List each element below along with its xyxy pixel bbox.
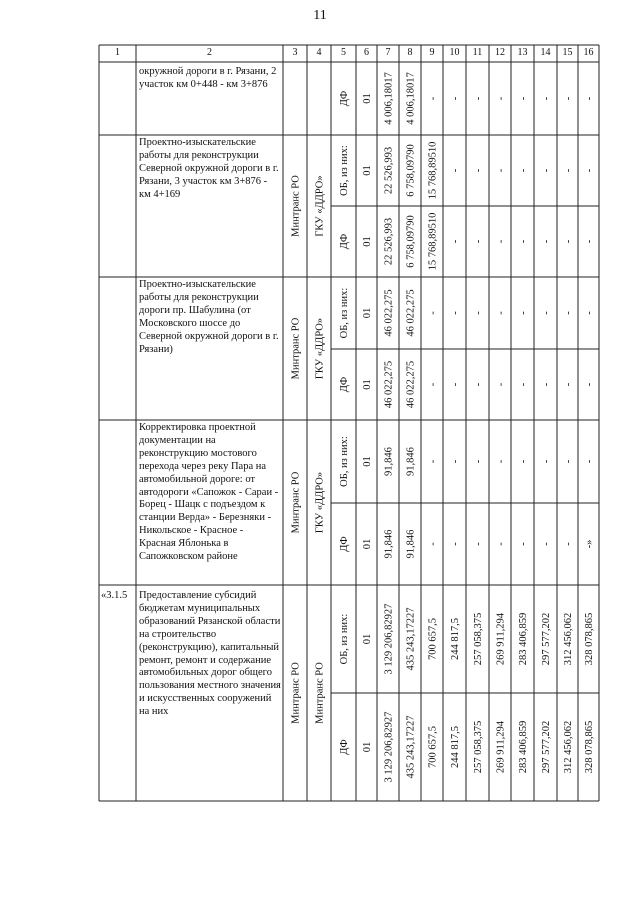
- row2-df-col-7: 22 526,993: [383, 217, 395, 266]
- row5-df-code: 01: [362, 741, 373, 753]
- row3-df-col-9: -: [427, 382, 439, 387]
- row3-df-code: 01: [362, 379, 373, 390]
- row5-df-col-16: 328 078,865: [584, 720, 595, 774]
- row1-dash-10: -: [450, 96, 461, 101]
- row5-df-col-13: 283 406,859: [518, 720, 529, 774]
- row3-ob-label: ОБ, из них:: [339, 287, 350, 339]
- row4-responsible: Минтранс РО: [290, 471, 302, 534]
- row2-ob-code: 01: [362, 165, 373, 176]
- row5-ob-code: 01: [362, 633, 373, 645]
- row2-ob-col-8: 6 758,09790: [405, 144, 417, 197]
- row2-df-code: 01: [362, 236, 373, 247]
- row2-ob-col-14: -: [541, 168, 552, 173]
- row5-executor: Минтранс РО: [314, 662, 326, 724]
- row1-dash-14: -: [541, 96, 552, 101]
- row4-ob-col-13: -: [518, 459, 529, 464]
- header-col-9: 9: [429, 47, 435, 58]
- header-col-5: 5: [341, 47, 346, 58]
- row3-df-col-13: -: [518, 382, 529, 387]
- row5-df-col-14: 297 577,202: [541, 720, 552, 774]
- row4-df-code: 01: [362, 538, 373, 550]
- row4-df-col-12: -: [495, 542, 507, 546]
- row3-ob-col-15: -: [563, 311, 574, 315]
- row2-ob-col-15: -: [563, 168, 574, 173]
- row-text-5: Предоставление субсидий бюджетам муниципальных образований Рязанской области на строительство (реконструкцию), капитальный ремонт, ремонт и содержание автомобильных дорог общего пользования местного значения и искусственных сооружений на них: [139, 590, 281, 718]
- header-col-3: 3: [292, 47, 298, 58]
- row1-value-7: 4 006,18017: [383, 72, 395, 125]
- row3-ob-col-14: -: [541, 311, 552, 315]
- row-text-2: Проектно-изыскательские работы для реконструкции Северной окружной дороги в г. Рязани, 3 участок км 3+876 - км 4+169: [139, 137, 279, 200]
- header-col-10: 10: [449, 47, 460, 58]
- row5-df-col-8: 435 243,17227: [405, 715, 417, 779]
- row5-df-col-7: 3 129 206,82927: [383, 711, 395, 783]
- row5-df-col-11: 257 058,375: [473, 720, 484, 774]
- row5-df-col-12: 269 911,294: [495, 720, 507, 774]
- row3-df-label: ДФ: [339, 376, 350, 393]
- row1-dash-13: -: [518, 96, 529, 101]
- row1-value-8: 4 006,18017: [405, 72, 417, 125]
- row4-ob-col-14: -: [541, 459, 552, 464]
- header-col-4: 4: [316, 47, 322, 58]
- row5-responsible: Минтранс РО: [290, 662, 302, 724]
- row5-ob-col-10: 244 817,5: [450, 618, 461, 660]
- row2-df-col-11: -: [473, 239, 484, 244]
- header-col-8: 8: [407, 47, 413, 58]
- row4-ob-col-10: -: [450, 459, 461, 464]
- header-col-6: 6: [364, 47, 369, 58]
- row3-ob-code: 01: [362, 307, 373, 319]
- row4-ob-col-15: -: [563, 459, 574, 464]
- row2-ob-col-13: -: [518, 168, 529, 173]
- row5-ob-col-15: 312 456,062: [563, 612, 574, 666]
- row3-df-col-15: -: [563, 382, 574, 387]
- row4-df-col-7: 91,846: [383, 529, 395, 559]
- row2-df-col-14: -: [541, 239, 552, 244]
- row4-ob-col-8: 91,846: [405, 447, 417, 476]
- row2-df-col-10: -: [450, 239, 461, 244]
- row5-df-col-15: 312 456,062: [563, 720, 574, 774]
- row3-df-col-16: -: [584, 382, 595, 387]
- row5-ob-col-13: 283 406,859: [518, 612, 529, 666]
- header-col-14: 14: [540, 47, 551, 58]
- row1-dash-11: -: [473, 96, 484, 101]
- header-col-7: 7: [385, 47, 391, 58]
- row2-ob-col-7: 22 526,993: [383, 146, 395, 195]
- row4-df-label: ДФ: [339, 536, 350, 552]
- row5-ob-col-12: 269 911,294: [495, 612, 507, 666]
- row2-df-col-15: -: [563, 239, 574, 244]
- row1-dash-12: -: [495, 96, 507, 101]
- row5-ob-label: ОБ, из них:: [339, 613, 350, 665]
- row4-ob-col-7: 91,846: [383, 447, 395, 476]
- row4-ob-label: ОБ, из них:: [339, 436, 350, 487]
- row5-ob-col-16: 328 078,865: [584, 612, 595, 666]
- header-col-16: 16: [583, 47, 594, 58]
- row-text-4: Корректировка проектной документации на реконструкцию мостового перехода через реку Пара на автомобильной дороге: от автодороги «Сапожок - Сараи - Борец - Шацк с подъездом к станции Верда» - Березняки - Никольское - Красное - Красная Яблонька в Сапожковском районе: [139, 422, 279, 563]
- row2-df-col-9: 15 768,89510: [427, 212, 439, 271]
- row3-df-col-14: -: [541, 382, 552, 387]
- row3-responsible: Минтранс РО: [290, 317, 302, 380]
- row2-df-col-12: -: [495, 239, 507, 244]
- row5-ob-col-9: 700 657,5: [427, 618, 439, 660]
- row2-df-col-8: 6 758,09790: [405, 215, 417, 268]
- row3-executor: ГКУ «ДДРО»: [314, 317, 326, 380]
- row-text-3: Проектно-изыскательские работы для реконструкции дороги пр. Шабулина (от Московского шоссе до Северной окружной дороги в г. Рязани): [139, 279, 279, 355]
- header-col-1: 1: [115, 47, 120, 58]
- row4-df-col-9: -: [427, 542, 439, 546]
- row3-df-col-11: -: [473, 382, 484, 387]
- row5-ob-col-7: 3 129 206,82927: [383, 603, 395, 675]
- row3-df-col-10: -: [450, 382, 461, 387]
- row5-ob-col-14: 297 577,202: [541, 612, 552, 666]
- header-col-2: 2: [207, 47, 212, 58]
- row3-ob-col-9: -: [427, 311, 439, 315]
- row1-code: 01: [362, 93, 373, 104]
- row4-df-col-13: -: [518, 542, 529, 546]
- row1-source: ДФ: [339, 90, 350, 107]
- row2-ob-col-12: -: [495, 168, 507, 173]
- row1-dash-16: -: [584, 96, 595, 101]
- header-col-15: 15: [562, 47, 573, 58]
- row3-ob-col-16: -: [584, 311, 595, 315]
- row4-ob-col-11: -: [473, 459, 484, 464]
- header-col-13: 13: [517, 47, 528, 58]
- row3-ob-col-12: -: [495, 311, 507, 315]
- header-col-12: 12: [495, 47, 505, 58]
- header-col-11: 11: [472, 47, 483, 58]
- row3-ob-col-8: 46 022,275: [405, 289, 417, 337]
- row2-responsible: Минтранс РО: [290, 175, 302, 237]
- row4-ob-col-9: -: [427, 459, 439, 464]
- row1-dash-15: -: [563, 96, 574, 101]
- row2-df-col-13: -: [518, 239, 529, 244]
- row1-dash-9: -: [427, 96, 439, 101]
- row4-ob-col-12: -: [495, 459, 507, 464]
- row2-df-label: ДФ: [339, 233, 350, 250]
- row2-ob-col-16: -: [584, 168, 595, 173]
- row2-ob-col-11: -: [473, 168, 484, 173]
- row3-ob-col-13: -: [518, 311, 529, 315]
- row4-df-col-14: -: [541, 542, 552, 546]
- row4-ob-code: 01: [362, 456, 373, 467]
- row2-executor: ГКУ «ДДРО»: [314, 175, 326, 237]
- row2-df-col-16: -: [584, 239, 595, 244]
- row3-df-col-7: 46 022,275: [383, 360, 395, 409]
- row4-ob-col-16: -: [584, 459, 595, 464]
- row4-df-col-15: -: [563, 542, 574, 546]
- row5-ob-col-8: 435 243,17227: [405, 607, 417, 671]
- row5-ob-col-11: 257 058,375: [473, 612, 484, 666]
- row-id-5: «3.1.5: [101, 590, 128, 601]
- row5-df-label: ДФ: [339, 739, 350, 755]
- row3-ob-col-11: -: [473, 311, 484, 315]
- row4-end-mark: -»: [584, 539, 595, 549]
- row4-executor: ГКУ «ДДРО»: [314, 471, 326, 534]
- row3-ob-col-7: 46 022,275: [383, 289, 395, 337]
- row2-ob-col-9: 15 768,89510: [427, 141, 439, 200]
- row4-df-col-8: 91,846: [405, 529, 417, 559]
- row5-df-col-10: 244 817,5: [450, 726, 461, 768]
- row3-df-col-12: -: [495, 382, 507, 387]
- row3-ob-col-10: -: [450, 311, 461, 315]
- row4-df-col-11: -: [473, 542, 484, 546]
- row2-ob-label: ОБ, из них:: [339, 145, 350, 196]
- row-text-1: окружной дороги в г. Рязани, 2 участок км 0+448 - км 3+876: [139, 66, 277, 90]
- row4-df-col-10: -: [450, 542, 461, 546]
- page-number: 11: [313, 8, 327, 23]
- row5-df-col-9: 700 657,5: [427, 726, 439, 768]
- row2-ob-col-10: -: [450, 168, 461, 173]
- row3-df-col-8: 46 022,275: [405, 360, 417, 409]
